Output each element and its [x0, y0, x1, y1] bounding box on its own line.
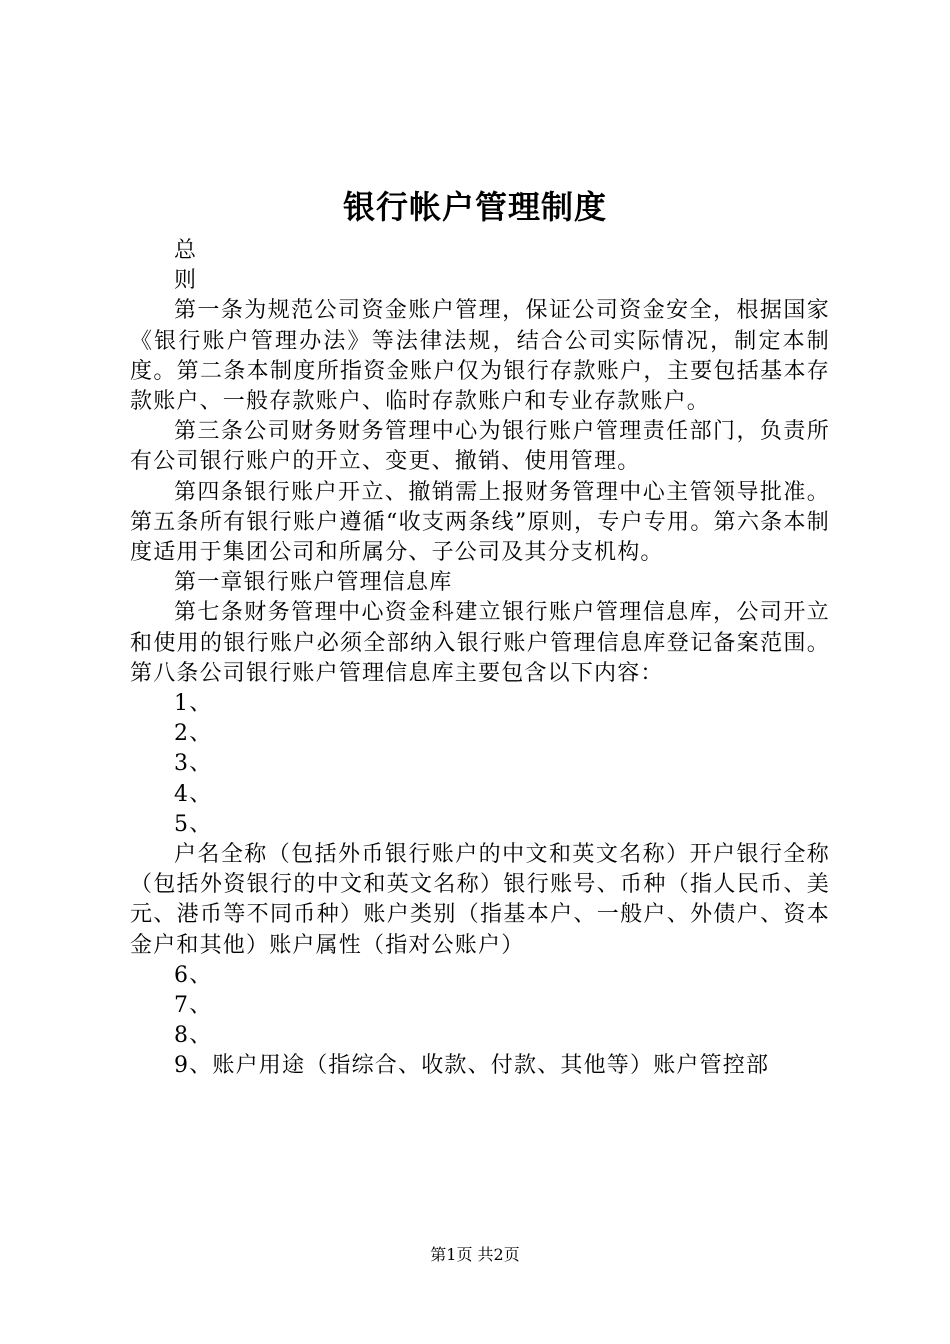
paragraph-account-fields: 户名全称（包括外币银行账户的中文和英文名称）开户银行全称（包括外资银行的中文和英文名称）银行账号、币种（指人民币、美元、港币等不同币种）账户类别（指基本户、一般户、外债户、资本金户和其他）账户属性（指对公账户）: [130, 842, 830, 958]
chapter-heading-1: 第一章银行账户管理信息库: [174, 570, 453, 596]
list-item-8: 8、: [174, 1023, 213, 1049]
list-item-3: 3、: [174, 751, 213, 777]
list-item-7: 7、: [174, 993, 213, 1019]
document-body: [130, 236, 830, 1082]
paragraph-article-1-2: 第一条为规范公司资金账户管理，保证公司资金安全，根据国家《银行账户管理办法》等法律法规，结合公司实际情况，制定本制度。第二条本制度所指资金账户仅为银行存款账户，主要包括基本存款账户、一般存款账户、临时存款账户和专业存款账户。: [130, 298, 830, 415]
heading-ze: 则: [174, 268, 198, 294]
list-item-4: 4、: [174, 781, 213, 807]
document-title: 银行帐户管理制度: [342, 188, 607, 226]
page-footer: 第1页 共2页: [430, 1245, 520, 1264]
list-item-2: 2、: [174, 721, 213, 747]
paragraph-article-4-6: 第四条银行账户开立、撤销需上报财务管理中心主管领导批准。第五条所有银行账户遵循“收支两条线”原则，专户专用。第六条本制度适用于集团公司和所属分、子公司及其分支机构。: [130, 479, 830, 566]
list-item-9: 9、账户用途（指综合、收款、付款、其他等）账户管控部: [174, 1053, 770, 1079]
list-item-6: 6、: [174, 962, 213, 988]
heading-zong: 总: [174, 238, 198, 263]
paragraph-article-7-8: 第七条财务管理中心资金科建立银行账户管理信息库，公司开立和使用的银行账户必须全部纳入银行账户管理信息库登记备案范围。第八条公司银行账户管理信息库主要包含以下内容：: [130, 600, 830, 686]
list-item-5: 5、: [174, 811, 213, 837]
paragraph-article-3: 第三条公司财务财务管理中心为银行账户管理责任部门，负责所有公司银行账户的开立、变更、撤销、使用管理。: [130, 419, 830, 475]
list-item-1: 1、: [174, 691, 213, 717]
